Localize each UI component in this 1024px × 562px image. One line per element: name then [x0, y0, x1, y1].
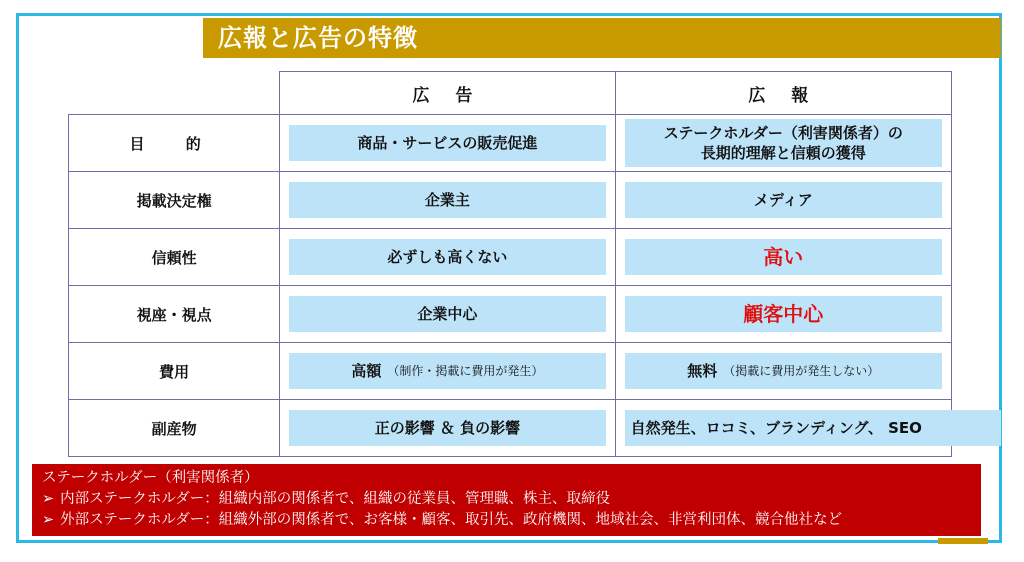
row-label-cell [69, 400, 280, 457]
row-label: 副産物 [151, 419, 197, 438]
pr-value [625, 296, 942, 332]
pr-cell [615, 115, 951, 172]
ad-value-text: 高額 [351, 362, 382, 380]
row-label: 掲載決定権 [136, 191, 212, 210]
pr-value-text: 無料 [687, 362, 718, 380]
pr-value [625, 119, 942, 167]
header-corner-cell [69, 72, 280, 115]
note-item [42, 510, 981, 531]
row-label-cell [69, 172, 280, 229]
ad-value [289, 353, 605, 389]
note-item [42, 489, 981, 510]
pr-value [625, 239, 942, 275]
pr-value-text: 高い [763, 245, 804, 269]
table-row [69, 172, 952, 229]
ad-cell [280, 229, 615, 286]
ad-value-text: 必ずしも高くない [387, 248, 508, 266]
ad-value [289, 239, 605, 275]
table-row [69, 229, 952, 286]
table-row [69, 400, 952, 457]
table-header-row [69, 72, 952, 115]
header-pr [615, 72, 951, 115]
ad-value-text: 企業中心 [417, 305, 478, 323]
pr-value-text: 自然発生、ロコミ、ブランディング、 SEO [630, 419, 922, 437]
ad-value [289, 182, 605, 218]
header-ad-label: 広 告 [412, 85, 483, 106]
pr-cell [615, 172, 951, 229]
pr-cell [615, 400, 951, 457]
bullet-arrow-icon: ➢ [42, 491, 55, 507]
note-item-text: 外部ステークホルダー：組織外部の関係者で、お客様・顧客、取引先、政府機関、地域社会、非営利団体、競合他社など [60, 512, 842, 528]
pr-value-text: 顧客中心 [743, 302, 824, 326]
ad-value [289, 125, 605, 161]
ad-cell [280, 172, 615, 229]
ad-value [289, 410, 605, 446]
slide-title: 広報と広告の特徴 [218, 24, 418, 52]
pr-value [625, 410, 1001, 446]
pr-cell [615, 229, 951, 286]
row-label-cell [69, 286, 280, 343]
ad-cell [280, 400, 615, 457]
ad-cell [280, 286, 615, 343]
note-item-text: 内部ステークホルダー：組織内部の関係者で、組織の従業員、管理職、株主、取締役 [60, 491, 610, 507]
row-label-cell [69, 229, 280, 286]
ad-value-text: 正の影響 ＆ 負の影響 [374, 419, 521, 437]
ad-cell [280, 115, 615, 172]
bullet-arrow-icon: ➢ [42, 512, 55, 528]
comparison-table [68, 71, 952, 457]
ad-value-text: 商品・サービスの販売促進 [357, 134, 538, 152]
table-row [69, 343, 952, 400]
row-label-cell [69, 343, 280, 400]
pr-value-note: （掲載に費用が発生しない） [723, 364, 880, 378]
stakeholder-note [32, 464, 981, 536]
pr-value-text: ステークホルダー（利害関係者）の長期的理解と信頼の獲得 [663, 124, 903, 162]
row-label: 視座・視点 [136, 305, 212, 324]
note-heading: ステークホルダー（利害関係者） [42, 470, 259, 486]
row-label: 目 的 [129, 134, 219, 153]
table-row [69, 115, 952, 172]
corner-accent [938, 538, 988, 544]
ad-value-note: （制作・掲載に費用が発生） [387, 364, 544, 378]
row-label: 信頼性 [151, 248, 197, 267]
header-ad [280, 72, 615, 115]
pr-value [625, 353, 942, 389]
pr-cell [615, 343, 951, 400]
ad-value-text: 企業主 [424, 191, 470, 209]
ad-cell [280, 343, 615, 400]
pr-cell [615, 286, 951, 343]
pr-value-text: メディア [753, 191, 813, 209]
header-pr-label: 広 報 [748, 85, 819, 106]
row-label-cell [69, 115, 280, 172]
pr-value [625, 182, 942, 218]
row-label: 費用 [159, 362, 190, 381]
table-row [69, 286, 952, 343]
ad-value [289, 296, 605, 332]
